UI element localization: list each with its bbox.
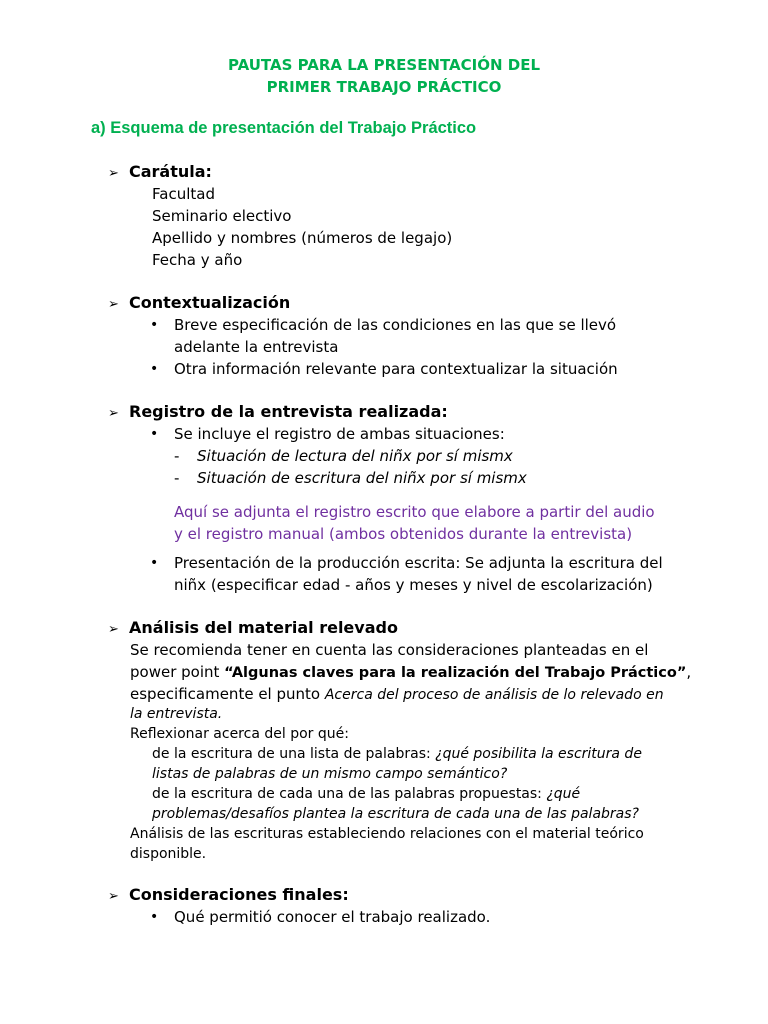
text-run: de la escritura de cada una de las palabras propuestas: — [152, 786, 547, 802]
analisis-reflexionar: Reflexionar acerca del por qué: — [130, 726, 349, 742]
registro-dash-item-2: Situación de escritura del niñx por sí mismx — [197, 469, 527, 487]
caratula-heading — [108, 161, 212, 185]
analisis-r1-line-2: listas de palabras de un mismo campo semántico? — [152, 766, 508, 782]
arrow-bullet-icon: ➢ — [108, 166, 119, 181]
bullet-dot-icon: • — [150, 909, 159, 925]
text-run: de la escritura de una lista de palabras: — [152, 746, 436, 762]
text-run-italic: ¿qué posibilita la escritura de — [435, 746, 642, 762]
analisis-p2-line-2: disponible. — [130, 846, 207, 862]
text-line: Breve especificación de las condiciones en las que se llevó — [174, 316, 617, 334]
registro-note-line-1: Aquí se adjunta el registro escrito que elabore a partir del audio — [174, 503, 655, 521]
analisis-heading — [108, 617, 398, 641]
analisis-p1-line-1: Se recomienda tener en cuenta las consideraciones planteadas en el — [130, 641, 649, 659]
contextualizacion-bullet-2: Otra información relevante para contextualizar la situación — [174, 360, 618, 378]
analisis-p2-line-1: Análisis de las escrituras estableciendo relaciones con el material teórico — [130, 826, 644, 842]
analisis-r1-line-1 — [152, 743, 642, 765]
text-line: adelante la entrevista — [174, 338, 339, 356]
registro-dash-item-1: Situación de lectura del niñx por sí mismx — [197, 447, 513, 465]
consideraciones-heading-text: Consideraciones finales: — [129, 885, 349, 904]
powerpoint-title: “Algunas claves para la realización del Trabajo Práctico” — [224, 665, 687, 681]
contextualizacion-heading — [108, 292, 290, 316]
contextualizacion-heading-text: Contextualización — [129, 293, 291, 312]
registro-heading — [108, 401, 448, 425]
text-run-italic: Acerca del proceso de análisis de lo relevado en — [324, 687, 664, 703]
arrow-bullet-icon: ➢ — [108, 406, 119, 421]
consideraciones-bullet-1: Qué permitió conocer el trabajo realizado. — [174, 908, 491, 926]
text-run: especificamente el punto — [130, 685, 325, 703]
arrow-bullet-icon: ➢ — [108, 622, 119, 637]
dash-icon: - — [174, 447, 180, 465]
consideraciones-heading — [108, 884, 349, 908]
registro-heading-text: Registro de la entrevista realizada: — [129, 402, 448, 421]
document-title — [0, 54, 768, 98]
bullet-dot-icon: • — [150, 555, 159, 571]
registro-note-line-2: y el registro manual (ambos obtenidos durante la entrevista) — [174, 525, 633, 543]
caratula-heading-text: Carátula: — [129, 162, 212, 181]
caratula-item: Fecha y año — [152, 251, 243, 269]
text-run-italic: ¿qué — [546, 786, 581, 802]
contextualizacion-bullet-1 — [174, 314, 661, 336]
analisis-r2-line-1 — [152, 783, 580, 805]
caratula-item: Apellido y nombres (números de legajo) — [152, 229, 453, 247]
analisis-heading-text: Análisis del material relevado — [129, 618, 398, 637]
caratula-item: Seminario electivo — [152, 207, 292, 225]
bullet-dot-icon: • — [150, 361, 159, 377]
text-run: , — [686, 663, 692, 681]
analisis-p1-line-4: la entrevista. — [130, 706, 223, 722]
section-subtitle: a) Esquema de presentación del Trabajo Práctico — [91, 119, 477, 137]
registro-bullet-2-line-2: niñx (especificar edad - años y meses y nivel de escolarización) — [174, 576, 653, 594]
registro-bullet-1: Se incluye el registro de ambas situaciones: — [174, 425, 505, 443]
analisis-p1-line-2 — [130, 661, 691, 684]
arrow-bullet-icon: ➢ — [108, 889, 119, 904]
text-run: power point — [130, 663, 225, 681]
analisis-r2-line-2: problemas/desafíos plantea la escritura de cada una de las palabras? — [152, 806, 639, 822]
registro-bullet-2-line-1: Presentación de la producción escrita: Se adjunta la escritura del — [174, 554, 663, 572]
dash-icon: - — [174, 469, 180, 487]
title-line-1: PAUTAS PARA LA PRESENTACIÓN DEL — [227, 56, 541, 74]
title-line-2: PRIMER TRABAJO PRÁCTICO — [266, 78, 502, 96]
bullet-dot-icon: • — [150, 317, 159, 333]
bullet-dot-icon: • — [150, 426, 159, 442]
arrow-bullet-icon: ➢ — [108, 297, 119, 312]
caratula-item: Facultad — [152, 185, 215, 203]
